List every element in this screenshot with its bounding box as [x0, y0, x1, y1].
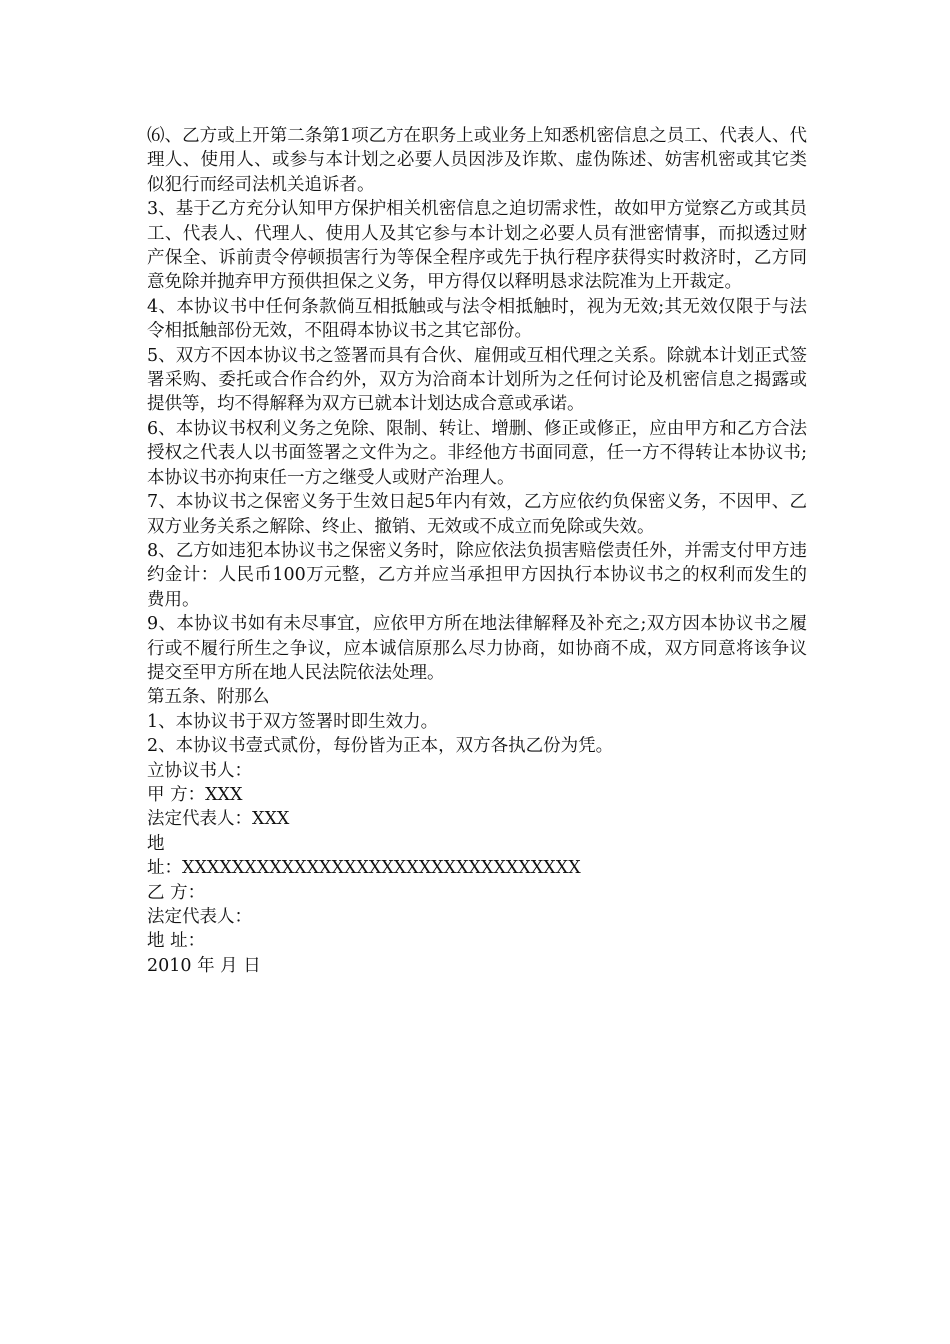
party-b-name: 乙 方：: [147, 882, 206, 903]
document-body: [147, 124, 807, 978]
party-a-address: 址：XXXXXXXXXXXXXXXXXXXXXXXXXXXXXXXX: [147, 858, 581, 879]
clause-3: 3、基于乙方充分认知甲方保护相关机密信息之迫切需求性，故如甲方觉察乙方或其员工、代表人、代理人、使用人及其它参与本计划之必要人员有泄密情事，而拟透过财产保全、诉前责令停顿损害行为等保全程序或先于执行程序获得实时救济时，乙方同意免除并抛弃甲方预供担保之义务，甲方得仅以释明恳求法院准为上开裁定。: [147, 199, 807, 293]
clause-9: 9、本协议书如有未尽事宜，应依甲方所在地法律解释及补充之;双方因本协议书之履行或不履行所生之争议，应本诚信原那么尽力协商，如协商不成，双方同意将该争议提交至甲方所在地人民法院依法处理。: [147, 614, 807, 683]
signing-date: 2010 年 月 日: [147, 955, 261, 976]
party-a-address-label: 地: [147, 833, 165, 854]
clause-5: 5、双方不因本协议书之签署而具有合伙、雇佣或互相代理之关系。除就本计划正式签署采购、委托或合作合约外，双方为洽商本计划所为之任何讨论及机密信息之揭露或提供等，均不得解释为双方已就本计划达成合意或承诺。: [147, 345, 807, 415]
clause-6-item: ⑹、乙方或上开第二条第1项乙方在职务上或业务上知悉机密信息之员工、代表人、代理人、使用人、或参与本计划之必要人员因涉及诈欺、虚伪陈述、妨害机密或其它类似犯行而经司法机关追诉者。: [147, 126, 807, 195]
party-b-representative: 法定代表人：: [147, 907, 252, 927]
clause-6: 6、本协议书权利义务之免除、限制、转让、增删、修正或修正，应由甲方和乙方合法授权之代表人以书面签署之文件为之。非经他方书面同意，任一方不得转让本协议书;本协议书亦拘束任一方之继受人或财产治理人。: [147, 418, 807, 488]
article-5-heading: 第五条、附那么: [147, 687, 270, 708]
article-5-item-1: 1、本协议书于双方签署时即生效力。: [147, 711, 439, 732]
article-5-item-2: 2、本协议书壹式贰份，每份皆为正本，双方各执乙份为凭。: [147, 736, 614, 757]
clause-4: 4、本协议书中任何条款倘互相抵触或与法令相抵触时，视为无效;其无效仅限于与法令相抵触部份无效，不阻碍本协议书之其它部份。: [147, 296, 807, 342]
clause-7: 7、本协议书之保密义务于生效日起5年内有效，乙方应依约负保密义务，不因甲、乙双方业务关系之解除、终止、撤销、无效或不成立而免除或失效。: [147, 492, 807, 537]
party-a-representative: 法定代表人：XXX: [147, 809, 290, 830]
signature-title: 立协议书人：: [147, 760, 252, 781]
party-a-name: 甲 方：XXX: [147, 784, 243, 805]
clause-8: 8、乙方如违犯本协议书之保密义务时，除应依法负损害赔偿责任外，并需支付甲方违约金计：人民币100万元整，乙方并应当承担甲方因执行本协议书之的权利而发生的费用。: [147, 540, 807, 610]
party-b-address: 地 址：: [147, 931, 206, 952]
